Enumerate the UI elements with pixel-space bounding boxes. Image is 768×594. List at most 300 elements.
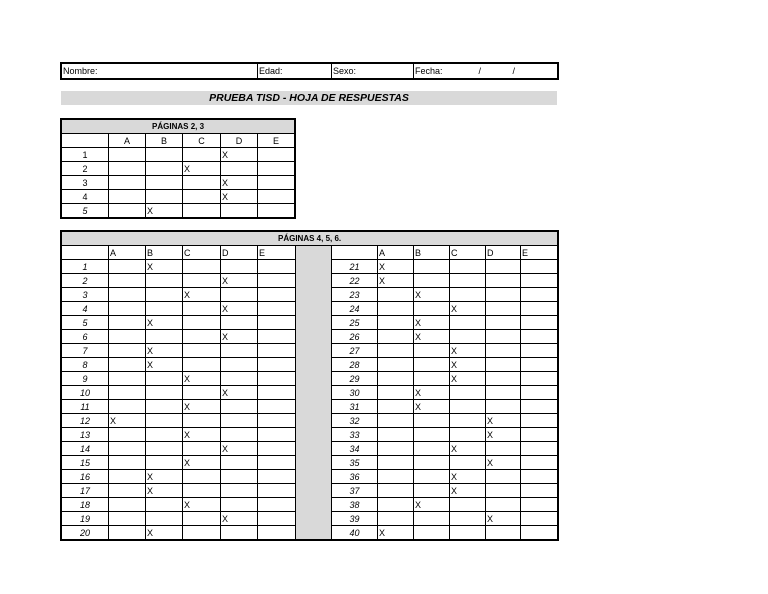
answer-cell-a[interactable] [378,386,414,400]
answer-cell-b[interactable]: X [414,316,450,330]
answer-cell-a[interactable] [378,316,414,330]
answer-cell-e[interactable] [258,372,296,386]
question-number: 28 [332,358,378,372]
table2-right-column-header-a: A [378,246,414,260]
answer-cell-c[interactable] [183,260,221,274]
question-number: 2 [62,274,109,288]
answer-cell-b[interactable]: X [414,498,450,512]
fecha-field[interactable] [414,64,478,79]
answer-cell-c[interactable] [183,526,221,540]
question-number: 2 [62,162,109,176]
answer-cell-a[interactable] [109,526,146,540]
answer-cell-b[interactable] [146,414,183,428]
question-number: 4 [62,190,109,204]
answer-cell-e[interactable] [521,428,558,442]
answer-cell-b[interactable] [146,190,183,204]
table2-right-column-header-e: E [521,246,558,260]
answer-cell-d[interactable]: X [486,428,521,442]
answer-cell-b[interactable]: X [146,260,183,274]
answer-cell-e[interactable] [521,260,558,274]
table1-column-header-row [62,134,295,148]
sexo-label: Sexo: [333,65,357,76]
answer-cell-e[interactable] [521,512,558,526]
answer-cell-c[interactable]: X [183,456,221,470]
answer-cell-d[interactable] [221,400,258,414]
table2-left-column-header-a: A [109,246,146,260]
answer-cell-b[interactable] [414,344,450,358]
answer-cell-d[interactable] [486,302,521,316]
answer-cell-c[interactable] [450,260,486,274]
table1-row [62,176,295,190]
answer-cell-c[interactable] [183,484,221,498]
answer-cell-a[interactable] [109,358,146,372]
answer-cell-c[interactable] [183,442,221,456]
answer-cell-d[interactable] [221,428,258,442]
answer-cell-b[interactable] [146,274,183,288]
answer-cell-a[interactable] [378,456,414,470]
answer-cell-d[interactable] [486,316,521,330]
answer-cell-a[interactable] [109,162,146,176]
answer-cell-e[interactable] [521,386,558,400]
answer-cell-e[interactable] [521,274,558,288]
answer-cell-d[interactable]: X [221,330,258,344]
question-number: 3 [62,176,109,190]
answer-cell-b[interactable] [146,512,183,526]
answer-cell-e[interactable] [521,470,558,484]
table2-right-column-header-d: D [486,246,521,260]
answer-cell-d[interactable] [486,260,521,274]
table2-left-column-header-e: E [258,246,296,260]
answer-cell-c[interactable] [450,386,486,400]
answer-cell-b[interactable] [414,526,450,540]
answer-cell-d[interactable]: X [221,442,258,456]
question-number: 1 [62,148,109,162]
table2-left-column-header-c: C [183,246,221,260]
answer-cell-a[interactable] [378,470,414,484]
question-number: 4 [62,302,109,316]
answer-cell-e[interactable] [258,526,296,540]
sexo-field[interactable] [332,64,414,79]
answer-cell-b[interactable]: X [146,470,183,484]
answer-cell-c[interactable]: X [450,372,486,386]
fecha-year-field[interactable] [512,64,558,79]
answer-cell-b[interactable]: X [414,386,450,400]
answer-cell-a[interactable] [378,302,414,316]
answer-cell-d[interactable] [486,442,521,456]
answer-cell-b[interactable] [414,372,450,386]
answer-cell-b[interactable] [146,428,183,442]
fecha-slash-1: / [478,65,482,76]
answer-cell-c[interactable] [450,316,486,330]
answer-cell-c[interactable] [183,190,221,204]
answer-cell-a[interactable] [109,148,146,162]
edad-field[interactable] [258,64,332,79]
answer-cell-a[interactable] [109,288,146,302]
answer-cell-a[interactable]: X [109,414,146,428]
answer-cell-d[interactable] [221,344,258,358]
answer-cell-e[interactable] [521,372,558,386]
answer-cell-e[interactable] [258,288,296,302]
answer-cell-d[interactable] [486,484,521,498]
answer-cell-a[interactable] [378,330,414,344]
answer-cell-b[interactable] [414,260,450,274]
answer-cell-c[interactable] [450,456,486,470]
answer-cell-b[interactable] [146,442,183,456]
answer-cell-c[interactable] [450,330,486,344]
answer-cell-c[interactable] [183,386,221,400]
answer-cell-c[interactable] [450,274,486,288]
answers-table-pages-2-3 [61,119,295,218]
question-number: 5 [62,316,109,330]
answer-cell-c[interactable] [183,470,221,484]
answer-cell-c[interactable]: X [450,344,486,358]
answer-cell-d[interactable]: X [221,274,258,288]
question-number: 1 [62,260,109,274]
question-number: 27 [332,344,378,358]
table1-row [62,148,295,162]
answer-cell-d[interactable] [221,470,258,484]
answer-cell-b[interactable]: X [146,526,183,540]
answer-cell-b[interactable]: X [146,204,183,218]
answer-cell-a[interactable]: X [378,274,414,288]
answer-cell-d[interactable]: X [221,190,258,204]
answer-cell-a[interactable] [109,400,146,414]
table1-column-header-d: D [221,134,258,148]
answer-cell-e[interactable] [258,470,296,484]
answer-cell-b[interactable] [146,162,183,176]
answer-cell-e[interactable] [258,484,296,498]
question-number: 21 [332,260,378,274]
answer-cell-a[interactable] [109,260,146,274]
answer-cell-a[interactable] [109,176,146,190]
answer-cell-a[interactable] [109,512,146,526]
answer-cell-d[interactable] [486,400,521,414]
answer-cell-a[interactable] [378,442,414,456]
answer-cell-c[interactable] [183,344,221,358]
answer-cell-d[interactable]: X [486,414,521,428]
answer-cell-a[interactable] [109,302,146,316]
answer-cell-c[interactable] [183,274,221,288]
table2-left-corner-cell [62,246,109,260]
answer-cell-a[interactable] [109,470,146,484]
answer-cell-e[interactable] [258,190,295,204]
answer-cell-d[interactable] [221,162,258,176]
answer-cell-d[interactable]: X [221,386,258,400]
answer-cell-b[interactable] [414,470,450,484]
answer-cell-c[interactable]: X [183,372,221,386]
answer-cell-a[interactable] [378,414,414,428]
answer-cell-c[interactable] [183,330,221,344]
answer-cell-a[interactable]: X [378,526,414,540]
answer-cell-b[interactable] [414,442,450,456]
answer-cell-d[interactable] [221,484,258,498]
answers-table-pages-4-5-6 [61,231,558,540]
answer-cell-e[interactable] [521,288,558,302]
answer-cell-b[interactable]: X [146,344,183,358]
answer-cell-b[interactable] [414,428,450,442]
answer-cell-e[interactable] [258,344,296,358]
table2-title: PÁGINAS 4, 5, 6. [62,232,558,246]
answer-cell-e[interactable] [521,484,558,498]
answer-cell-b[interactable] [146,372,183,386]
answer-cell-a[interactable]: X [378,260,414,274]
answer-cell-b[interactable]: X [414,400,450,414]
question-number: 31 [332,400,378,414]
answer-cell-c[interactable] [450,428,486,442]
answer-cell-a[interactable] [109,498,146,512]
answer-cell-d[interactable] [486,358,521,372]
answer-cell-e[interactable] [521,414,558,428]
nombre-label: Nombre: [63,65,98,76]
answer-cell-c[interactable]: X [183,162,221,176]
answer-cell-d[interactable] [221,288,258,302]
answer-cell-c[interactable]: X [450,358,486,372]
answer-cell-d[interactable]: X [221,512,258,526]
answer-cell-e[interactable] [258,442,296,456]
answer-cell-c[interactable] [183,302,221,316]
answer-cell-c[interactable] [183,176,221,190]
question-number: 32 [332,414,378,428]
answer-cell-a[interactable] [378,428,414,442]
answer-cell-a[interactable] [378,288,414,302]
answer-cell-d[interactable] [486,498,521,512]
question-number: 12 [62,414,109,428]
answer-cell-e[interactable] [258,274,296,288]
answer-cell-a[interactable] [378,358,414,372]
answer-cell-c[interactable] [450,400,486,414]
answer-cell-e[interactable] [258,316,296,330]
table2-column-header-row [62,246,558,260]
answer-cell-a[interactable] [109,484,146,498]
answer-cell-c[interactable] [450,414,486,428]
answer-cell-a[interactable] [109,190,146,204]
question-number: 17 [62,484,109,498]
answer-cell-c[interactable]: X [450,470,486,484]
table1-row [62,162,295,176]
answer-cell-d[interactable] [486,344,521,358]
question-number: 19 [62,512,109,526]
answer-cell-a[interactable] [109,428,146,442]
answer-cell-c[interactable]: X [450,302,486,316]
question-number: 24 [332,302,378,316]
answer-cell-e[interactable] [258,302,296,316]
answer-cell-b[interactable] [146,288,183,302]
question-number: 7 [62,344,109,358]
answer-cell-e[interactable] [258,498,296,512]
answer-cell-d[interactable]: X [486,456,521,470]
answer-cell-a[interactable] [109,456,146,470]
answer-cell-a[interactable] [109,330,146,344]
answer-cell-b[interactable] [414,484,450,498]
nombre-field[interactable] [62,64,258,79]
table1-row [62,190,295,204]
answer-cell-e[interactable] [258,386,296,400]
answer-cell-c[interactable] [450,288,486,302]
answer-cell-c[interactable] [183,414,221,428]
answer-cell-e[interactable] [258,176,295,190]
answer-cell-d[interactable] [221,372,258,386]
answer-cell-e[interactable] [521,498,558,512]
answer-cell-e[interactable] [258,260,296,274]
answer-cell-d[interactable] [221,358,258,372]
question-number: 6 [62,330,109,344]
answer-cell-d[interactable] [486,470,521,484]
answer-cell-e[interactable] [521,456,558,470]
answer-cell-a[interactable] [109,344,146,358]
answer-cell-e[interactable] [258,358,296,372]
answer-cell-b[interactable] [146,330,183,344]
answer-cell-b[interactable]: X [146,484,183,498]
answer-cell-c[interactable] [450,512,486,526]
answer-cell-c[interactable]: X [183,288,221,302]
answer-cell-a[interactable] [378,498,414,512]
question-number: 40 [332,526,378,540]
answer-cell-d[interactable] [486,288,521,302]
question-number: 34 [332,442,378,456]
answer-cell-b[interactable]: X [414,330,450,344]
header-info-table [61,63,558,79]
question-number: 11 [62,400,109,414]
question-number: 9 [62,372,109,386]
table2-left-column-header-b: B [146,246,183,260]
answer-cell-b[interactable] [414,274,450,288]
answer-cell-a[interactable] [378,400,414,414]
table1-column-header-c: C [183,134,221,148]
answer-cell-b[interactable] [146,386,183,400]
answer-cell-a[interactable] [109,386,146,400]
answer-cell-b[interactable] [146,498,183,512]
question-number: 33 [332,428,378,442]
answer-cell-b[interactable] [414,512,450,526]
answer-cell-a[interactable] [378,484,414,498]
edad-label: Edad: [259,65,283,76]
answer-cell-d[interactable] [221,526,258,540]
answer-cell-a[interactable] [378,372,414,386]
answer-cell-b[interactable]: X [414,288,450,302]
answer-cell-e[interactable] [521,302,558,316]
answer-cell-e[interactable] [521,400,558,414]
fecha-slash-2: / [512,65,516,76]
answer-cell-e[interactable] [258,148,295,162]
answer-cell-e[interactable] [258,204,295,218]
answer-cell-d[interactable] [486,372,521,386]
table1-column-header-e: E [258,134,295,148]
table1-corner-cell [62,134,109,148]
answer-cell-b[interactable] [146,302,183,316]
answer-cell-c[interactable]: X [450,442,486,456]
question-number: 30 [332,386,378,400]
answer-cell-e[interactable] [258,414,296,428]
question-number: 8 [62,358,109,372]
answer-cell-a[interactable] [109,442,146,456]
answer-cell-d[interactable] [486,386,521,400]
answer-cell-d[interactable] [221,456,258,470]
answer-cell-d[interactable]: X [221,302,258,316]
answer-cell-e[interactable] [521,526,558,540]
answer-cell-d[interactable] [221,414,258,428]
answer-cell-d[interactable] [221,316,258,330]
page-title: PRUEBA TISD - HOJA DE RESPUESTAS [61,91,557,105]
answer-cell-b[interactable]: X [146,316,183,330]
answer-cell-a[interactable] [109,372,146,386]
answer-cell-a[interactable] [378,512,414,526]
answer-cell-e[interactable] [258,428,296,442]
answer-cell-b[interactable] [414,302,450,316]
table1-title: PÁGINAS 2, 3 [62,120,295,134]
question-number: 35 [332,456,378,470]
answer-cell-a[interactable] [109,316,146,330]
answer-cell-c[interactable]: X [450,484,486,498]
answer-cell-e[interactable] [258,512,296,526]
answer-cell-a[interactable] [109,274,146,288]
answer-cell-c[interactable]: X [183,400,221,414]
question-number: 29 [332,372,378,386]
answer-cell-c[interactable] [183,512,221,526]
answer-cell-e[interactable] [258,400,296,414]
table1-column-header-a: A [109,134,146,148]
answer-cell-d[interactable]: X [486,512,521,526]
answer-cell-b[interactable] [146,400,183,414]
answer-cell-e[interactable] [258,456,296,470]
table2-right-column-header-b: B [414,246,450,260]
answer-cell-a[interactable] [109,204,146,218]
answer-cell-d[interactable] [486,274,521,288]
question-number: 23 [332,288,378,302]
answer-cell-d[interactable] [221,498,258,512]
answer-cell-b[interactable] [146,148,183,162]
answer-cell-d[interactable]: X [221,148,258,162]
answer-cell-c[interactable] [450,498,486,512]
question-number: 10 [62,386,109,400]
answer-cell-b[interactable] [414,358,450,372]
answer-cell-c[interactable] [183,204,221,218]
question-number: 26 [332,330,378,344]
answer-cell-d[interactable] [486,526,521,540]
answer-cell-b[interactable] [146,456,183,470]
answer-cell-b[interactable]: X [146,358,183,372]
fecha-day-field[interactable] [478,64,512,79]
answer-cell-e[interactable] [521,344,558,358]
answer-cell-b[interactable] [146,176,183,190]
answer-cell-e[interactable] [258,162,295,176]
table2-right-corner-cell [332,246,378,260]
answer-cell-b[interactable] [414,414,450,428]
answer-cell-d[interactable] [221,260,258,274]
answer-cell-b[interactable] [414,456,450,470]
question-number: 14 [62,442,109,456]
answer-cell-c[interactable] [450,526,486,540]
answer-cell-c[interactable] [183,148,221,162]
answer-cell-a[interactable] [378,344,414,358]
table2-left-column-header-d: D [221,246,258,260]
fecha-label: Fecha: [415,65,443,76]
answer-cell-e[interactable] [521,316,558,330]
answer-cell-e[interactable] [521,442,558,456]
answer-cell-c[interactable]: X [183,498,221,512]
question-number: 36 [332,470,378,484]
answer-cell-c[interactable] [183,316,221,330]
answer-cell-e[interactable] [521,358,558,372]
answer-cell-c[interactable]: X [183,428,221,442]
answer-cell-d[interactable] [221,204,258,218]
answer-cell-d[interactable] [486,330,521,344]
answer-cell-e[interactable] [521,330,558,344]
question-number: 5 [62,204,109,218]
answer-cell-e[interactable] [258,330,296,344]
question-number: 15 [62,456,109,470]
answer-cell-c[interactable] [183,358,221,372]
answer-cell-d[interactable]: X [221,176,258,190]
